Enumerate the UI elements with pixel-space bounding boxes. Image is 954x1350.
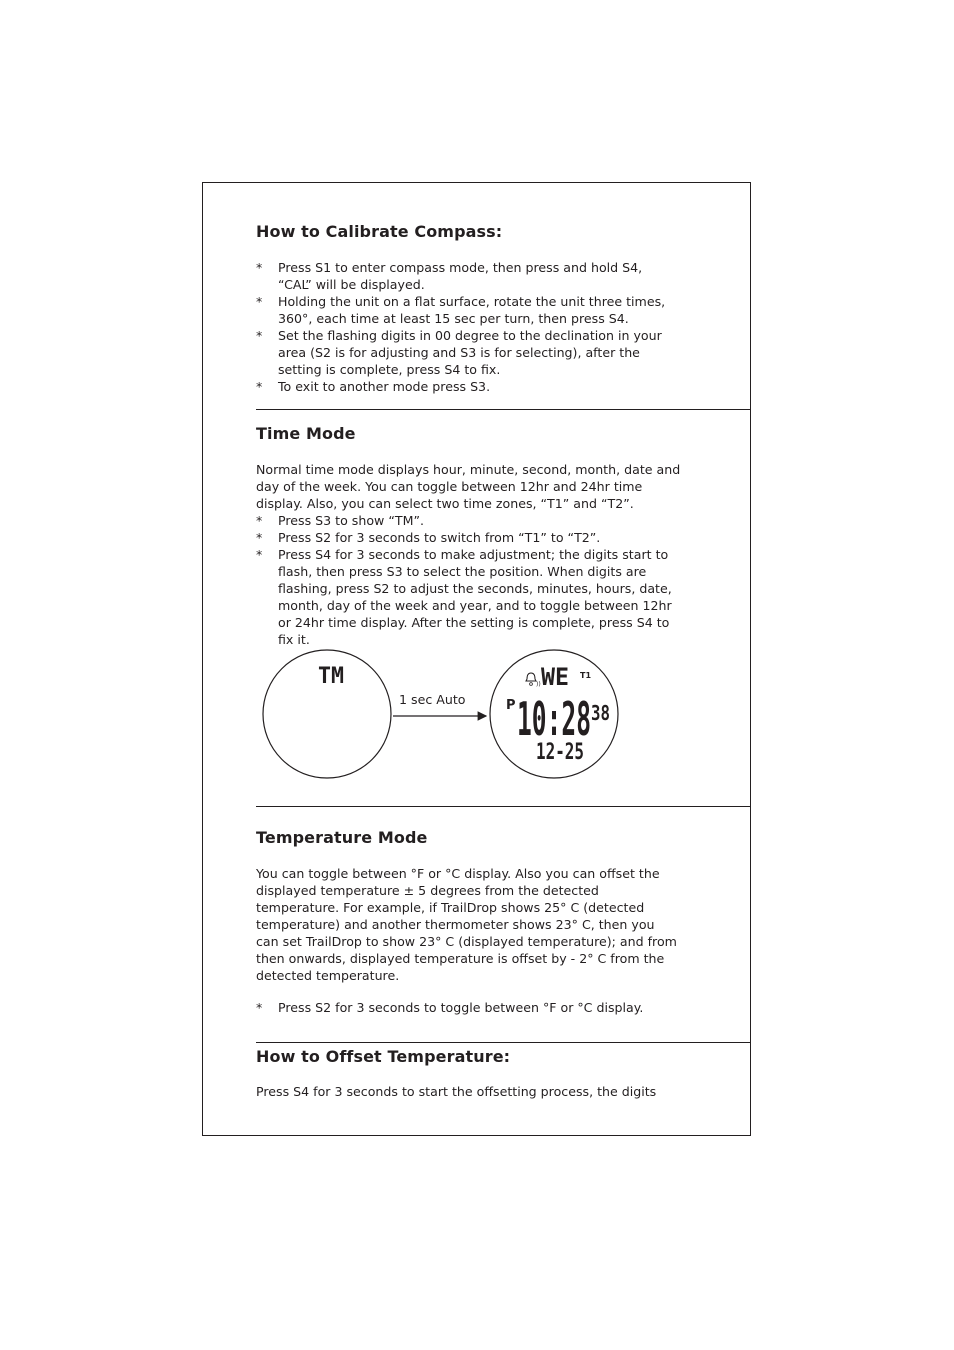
list-item: * Holding the unit on a flat surface, rotate the unit three times, 360°, each time at least 15 sec per turn, then press S4. xyxy=(256,294,666,326)
svg-text:)): )) xyxy=(536,681,541,688)
temperature-mode-list xyxy=(256,999,696,1016)
temperature-mode-intro: You can toggle between °F or °C display. Also you can offset the displayed temperature ± 5 degrees from the detected temperature. For example, if TrailDrop shows 25° C (detected temperature) and another thermometer shows 23° C, then you can set TrailDrop to show 23° C (displayed temperature); and from then onwards, displayed temperature is offset by - 2° C from the detected temperature. xyxy=(256,866,677,983)
list-item: * Press S4 for 3 seconds to make adjustment; the digits start to flash, then press S3 to select the position. When digits are flashing, press S2 to adjust the seconds, minutes, hours, date, month, day of the week and year, and to toggle between 12hr or 24hr time display. After the setting is complete, press S4 to fix it. xyxy=(256,547,672,647)
list-item: * Press S3 to show “TM”. xyxy=(256,513,424,528)
list-item: * To exit to another mode press S3. xyxy=(256,379,491,394)
section-divider xyxy=(256,1042,751,1043)
list-item: * Set the flashing digits in 00 degree to the declination in your area (S2 is for adjusting and S3 is for selecting), after the setting is complete, press S4 to fix. xyxy=(256,328,662,377)
section-divider xyxy=(256,409,751,410)
time-mode-list xyxy=(256,512,696,648)
lcd-zone: T1 xyxy=(580,671,592,680)
time-mode-intro: Normal time mode displays hour, minute, second, month, date and day of the week. You can toggle between 12hr and 24hr time display. Also, you can select two time zones, “T1” and “T2”. xyxy=(256,462,681,511)
calibrate-list xyxy=(256,259,696,395)
lcd-time: 10:28 xyxy=(517,692,591,746)
list-item: * Press S2 for 3 seconds to switch from “T1” to “T2”. xyxy=(256,530,601,545)
lcd-ampm: P xyxy=(506,698,516,713)
alarm-bell-icon xyxy=(526,673,541,688)
lcd-date: 12-25 xyxy=(536,740,584,765)
lcd-day: WE xyxy=(541,663,569,691)
offset-text: Press S4 for 3 seconds to start the offsetting process, the digits xyxy=(256,1084,657,1099)
time-mode-diagram xyxy=(256,648,636,788)
arrow-label: 1 sec Auto xyxy=(399,692,466,707)
lcd-tm-label: TM xyxy=(318,664,344,689)
lcd-seconds: 38 xyxy=(591,701,610,725)
list-item: * Press S2 for 3 seconds to toggle between °F or °C display. xyxy=(256,1000,644,1015)
temperature-mode-heading: Temperature Mode xyxy=(256,828,428,847)
section-divider xyxy=(256,806,751,807)
list-item: * Press S1 to enter compass mode, then press and hold S4, “CAL” will be displayed. xyxy=(256,260,643,292)
calibrate-heading: How to Calibrate Compass: xyxy=(256,222,503,241)
time-mode-heading: Time Mode xyxy=(256,424,356,443)
offset-heading: How to Offset Temperature: xyxy=(256,1047,511,1066)
